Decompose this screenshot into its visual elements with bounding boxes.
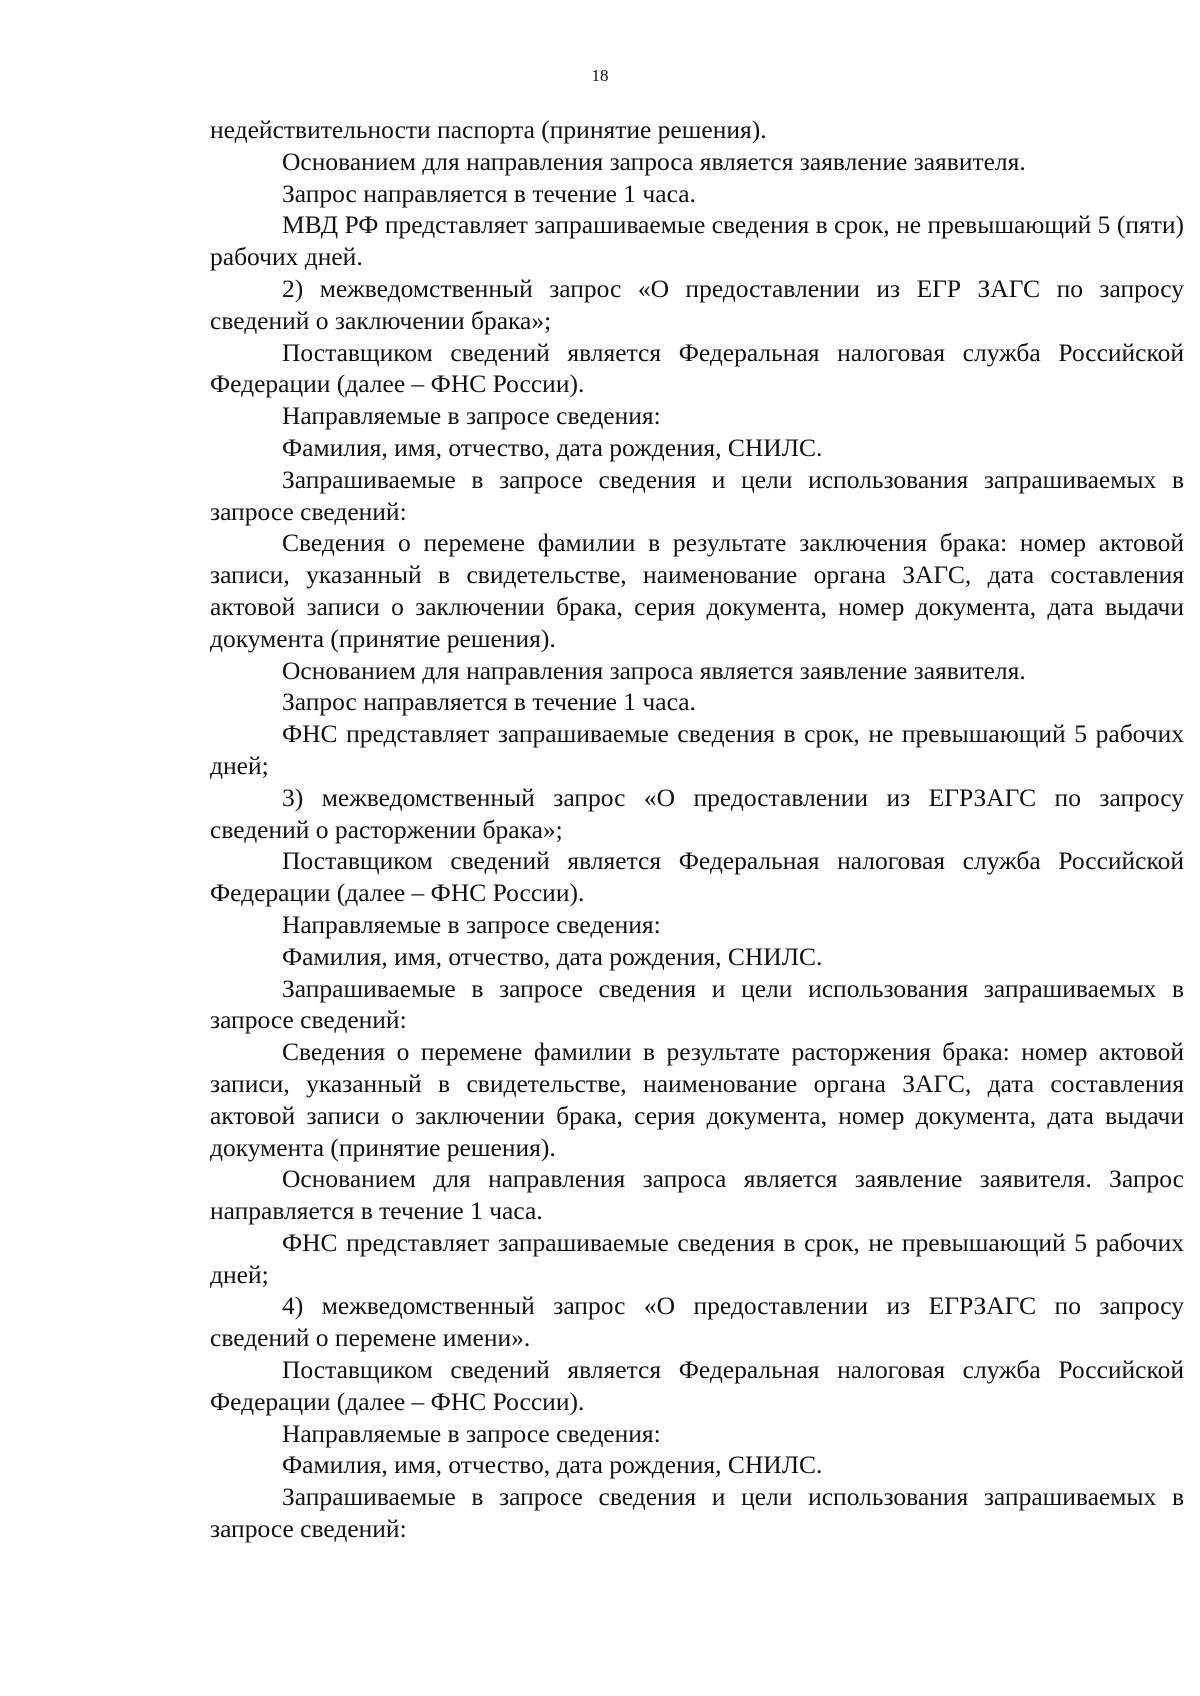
paragraph: Поставщиком сведений является Федеральная налоговая служба Российской Федерации (далее – ФНС России). xyxy=(210,1355,1184,1416)
paragraph: ФНС представляет запрашиваемые сведения в срок, не превышающий 5 рабочих дней; xyxy=(210,1227,1184,1289)
paragraph: Поставщиком сведений является Федеральная налоговая служба Российской Федерации (далее – ФНС России). xyxy=(210,846,1184,908)
paragraph: Запрашиваемые в запросе сведения и цели использования запрашиваемых в запросе сведений: xyxy=(210,464,1184,526)
paragraph: 2) межведомственный запрос «О предоставлении из ЕГР ЗАГС по запросу сведений о заключении брака»; xyxy=(210,273,1184,335)
paragraph: Запрашиваемые в запросе сведения и цели использования запрашиваемых в запросе сведений: xyxy=(210,1482,1184,1544)
paragraph: Основанием для направления запроса является заявление заявителя. xyxy=(282,146,1026,176)
document-body xyxy=(210,114,1184,1545)
paragraph: Основанием для направления запроса является заявление заявителя. xyxy=(282,655,1026,685)
paragraph: 3) межведомственный запрос «О предоставлении из ЕГРЗАГС по запросу сведений о расторжении брака»; xyxy=(210,782,1184,844)
paragraph: Запрашиваемые в запросе сведения и цели использования запрашиваемых в запросе сведений: xyxy=(210,973,1184,1035)
paragraph: Направляемые в запросе сведения: xyxy=(282,401,661,431)
paragraph: Поставщиком сведений является Федеральная налоговая служба Российской Федерации (далее – ФНС России). xyxy=(210,337,1184,399)
paragraph: Фамилия, имя, отчество, дата рождения, СНИЛС. xyxy=(282,941,823,971)
paragraph: Запрос направляется в течение 1 часа. xyxy=(282,178,696,208)
paragraph: Направляемые в запросе сведения: xyxy=(282,1418,661,1448)
paragraph: Запрос направляется в течение 1 часа. xyxy=(282,687,696,717)
page-number: 18 xyxy=(591,66,609,85)
paragraph: Направляемые в запросе сведения: xyxy=(282,909,661,939)
paragraph: Фамилия, имя, отчество, дата рождения, СНИЛС. xyxy=(282,1450,823,1480)
paragraph: недействительности паспорта (принятие решения). xyxy=(210,115,767,144)
paragraph: Фамилия, имя, отчество, дата рождения, СНИЛС. xyxy=(282,432,823,462)
paragraph: Основанием для направления запроса является заявление заявителя. Запрос направляется в течение 1 часа. xyxy=(210,1164,1184,1226)
paragraph: Сведения о перемене фамилии в результате расторжения брака: номер актовой записи, указанный в свидетельстве, наименование органа ЗАГС, дата составления актовой записи о заключении брака, серия документа, номер документа, дата выдачи документа (принятие решения). xyxy=(210,1037,1184,1162)
paragraph: МВД РФ представляет запрашиваемые сведения в срок, не превышающий 5 (пяти) рабочих дней. xyxy=(210,210,1184,272)
paragraph: ФНС представляет запрашиваемые сведения в срок, не превышающий 5 рабочих дней; xyxy=(210,719,1184,780)
paragraph: 4) межведомственный запрос «О предоставлении из ЕГРЗАГС по запросу сведений о перемене имени». xyxy=(210,1291,1184,1353)
paragraph: Сведения о перемене фамилии в результате заключения брака: номер актовой записи, указанный в свидетельстве, наименование органа ЗАГС, дата составления актовой записи о заключении брака, серия документа, номер документа, дата выдачи документа (принятие решения). xyxy=(210,528,1184,653)
